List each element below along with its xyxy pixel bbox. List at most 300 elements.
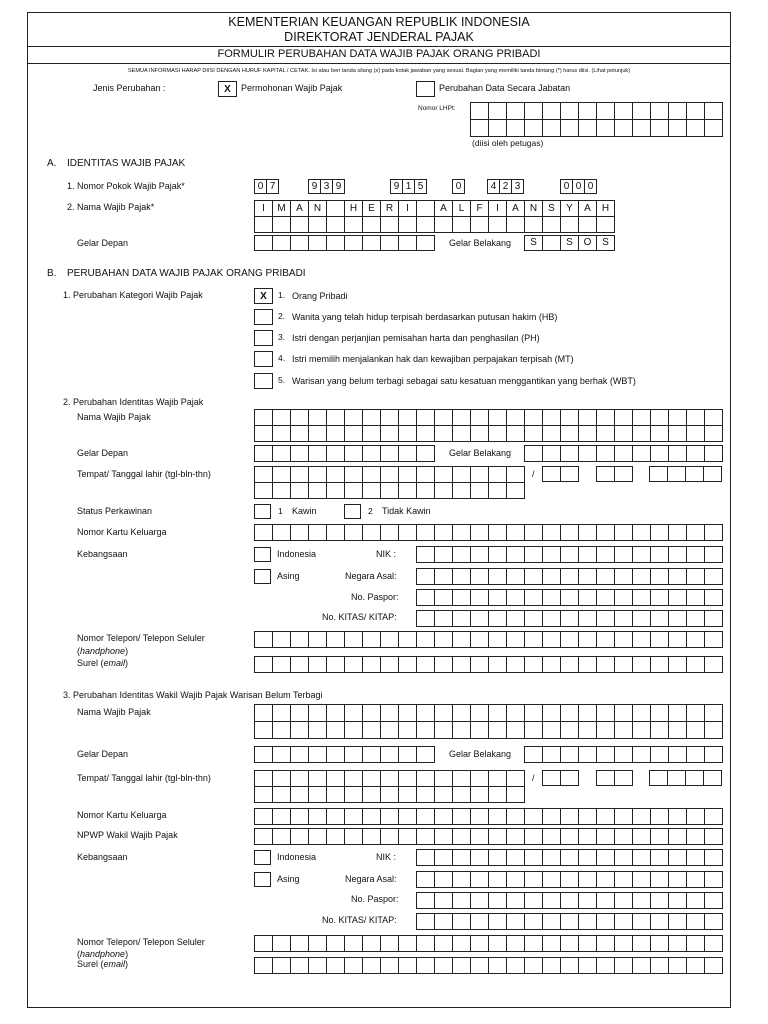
tempat-lahir-cell-b2[interactable]	[308, 466, 327, 483]
kk-cell-b3[interactable]	[524, 808, 543, 825]
tempat-lahir-cell-b3[interactable]	[344, 786, 363, 803]
nama-wp-cell[interactable]	[272, 216, 291, 233]
nama-wp-cell-b2[interactable]	[272, 425, 291, 442]
nama-wp-cell[interactable]	[488, 216, 507, 233]
kk-cell-b2[interactable]	[452, 524, 471, 541]
npwp-wakil-cell[interactable]	[488, 828, 507, 845]
nama-wp-cell-b2[interactable]	[380, 425, 399, 442]
tgl-lahir-cell-b2[interactable]	[542, 466, 561, 482]
paspor-cell-b2[interactable]	[578, 589, 597, 606]
nama-wp-cell[interactable]	[560, 216, 579, 233]
indonesia-checkbox-b3[interactable]	[254, 850, 271, 865]
telepon-cell-b3[interactable]	[524, 935, 543, 952]
telepon-cell-b2[interactable]	[380, 631, 399, 648]
gelar-belakang-cell-b2[interactable]	[542, 445, 561, 462]
nama-wp-cell[interactable]: I	[254, 200, 273, 217]
npwp-digit-cell[interactable]: 0	[254, 179, 267, 194]
kategori-checkbox-2[interactable]	[254, 309, 273, 325]
telepon-cell-b3[interactable]	[398, 935, 417, 952]
lhpt-cell[interactable]	[632, 119, 651, 137]
nama-wp-cell-b3[interactable]	[272, 704, 291, 722]
surel-cell-b3[interactable]	[614, 957, 633, 974]
nama-wp-cell-b3[interactable]	[650, 721, 669, 739]
nama-wp-cell[interactable]	[362, 216, 381, 233]
lhpt-cell[interactable]	[470, 119, 489, 137]
telepon-cell-b3[interactable]	[506, 935, 525, 952]
paspor-cell-b3[interactable]	[578, 892, 597, 909]
kitas-cell-b2[interactable]	[542, 610, 561, 627]
nama-wp-cell-b2[interactable]	[596, 425, 615, 442]
nama-wp-cell-b3[interactable]	[560, 721, 579, 739]
nama-wp-cell-b2[interactable]	[470, 409, 489, 426]
tempat-lahir-cell-b2[interactable]	[416, 482, 435, 499]
negara-cell-b2[interactable]	[470, 568, 489, 585]
gelar-depan-cell-a[interactable]	[344, 235, 363, 251]
gelar-belakang-cell-b2[interactable]	[704, 445, 723, 462]
nama-wp-cell-b3[interactable]	[632, 721, 651, 739]
npwp-wakil-cell[interactable]	[632, 828, 651, 845]
nama-wp-cell-b3[interactable]	[398, 704, 417, 722]
paspor-cell-b2[interactable]	[614, 589, 633, 606]
gelar-belakang-cell-a[interactable]: S	[560, 235, 579, 251]
npwp-digit-cell[interactable]: 1	[402, 179, 415, 194]
nik-cell-b2[interactable]	[488, 546, 507, 563]
paspor-cell-b2[interactable]	[704, 589, 723, 606]
surel-cell-b3[interactable]	[524, 957, 543, 974]
surel-cell-b2[interactable]	[596, 656, 615, 673]
lhpt-cell[interactable]	[488, 119, 507, 137]
negara-cell-b2[interactable]	[596, 568, 615, 585]
nama-wp-cell[interactable]	[398, 216, 417, 233]
telepon-cell-b2[interactable]	[308, 631, 327, 648]
kitas-cell-b3[interactable]	[668, 913, 687, 930]
surel-cell-b3[interactable]	[290, 957, 309, 974]
kitas-cell-b2[interactable]	[470, 610, 489, 627]
kitas-cell-b3[interactable]	[632, 913, 651, 930]
surel-cell-b3[interactable]	[470, 957, 489, 974]
nama-wp-cell-b3[interactable]	[326, 704, 345, 722]
nama-wp-cell-b2[interactable]	[560, 409, 579, 426]
npwp-wakil-cell[interactable]	[524, 828, 543, 845]
gelar-depan-cell-b3[interactable]	[326, 746, 345, 763]
lhpt-cell[interactable]	[650, 119, 669, 137]
kk-cell-b3[interactable]	[488, 808, 507, 825]
tempat-lahir-cell-b3[interactable]	[488, 770, 507, 787]
tempat-lahir-cell-b3[interactable]	[380, 770, 399, 787]
telepon-cell-b3[interactable]	[434, 935, 453, 952]
surel-cell-b2[interactable]	[560, 656, 579, 673]
paspor-cell-b2[interactable]	[650, 589, 669, 606]
negara-cell-b3[interactable]	[506, 871, 525, 888]
telepon-cell-b2[interactable]	[344, 631, 363, 648]
thn-lahir-cell-b3[interactable]	[649, 770, 668, 786]
nama-wp-cell-b3[interactable]	[542, 721, 561, 739]
npwp-digit-cell[interactable]: 3	[320, 179, 333, 194]
nama-wp-cell-b3[interactable]	[416, 704, 435, 722]
nama-wp-cell[interactable]: A	[578, 200, 597, 217]
paspor-cell-b2[interactable]	[686, 589, 705, 606]
kitas-cell-b2[interactable]	[416, 610, 435, 627]
npwp-wakil-cell[interactable]	[542, 828, 561, 845]
kk-cell-b2[interactable]	[398, 524, 417, 541]
nik-cell-b2[interactable]	[704, 546, 723, 563]
nama-wp-cell-b2[interactable]	[578, 425, 597, 442]
kk-cell-b2[interactable]	[596, 524, 615, 541]
nama-wp-cell-b3[interactable]	[686, 704, 705, 722]
telepon-cell-b2[interactable]	[668, 631, 687, 648]
kitas-cell-b2[interactable]	[650, 610, 669, 627]
kitas-cell-b3[interactable]	[488, 913, 507, 930]
asing-checkbox-b2[interactable]	[254, 569, 271, 584]
telepon-cell-b3[interactable]	[686, 935, 705, 952]
nama-wp-cell-b2[interactable]	[650, 409, 669, 426]
surel-cell-b2[interactable]	[542, 656, 561, 673]
tidak-kawin-checkbox[interactable]	[344, 504, 361, 519]
negara-cell-b2[interactable]	[560, 568, 579, 585]
telepon-cell-b3[interactable]	[632, 935, 651, 952]
telepon-cell-b3[interactable]	[452, 935, 471, 952]
negara-cell-b3[interactable]	[578, 871, 597, 888]
surel-cell-b2[interactable]	[398, 656, 417, 673]
negara-cell-b3[interactable]	[470, 871, 489, 888]
npwp-wakil-cell[interactable]	[254, 828, 273, 845]
nama-wp-cell[interactable]	[470, 216, 489, 233]
nama-wp-cell-b2[interactable]	[668, 409, 687, 426]
telepon-cell-b2[interactable]	[326, 631, 345, 648]
tempat-lahir-cell-b2[interactable]	[416, 466, 435, 483]
lhpt-cell[interactable]	[560, 102, 579, 120]
surel-cell-b3[interactable]	[326, 957, 345, 974]
kitas-cell-b3[interactable]	[524, 913, 543, 930]
kk-cell-b2[interactable]	[704, 524, 723, 541]
npwp-wakil-cell[interactable]	[470, 828, 489, 845]
nama-wp-cell[interactable]: F	[470, 200, 489, 217]
telepon-cell-b3[interactable]	[254, 935, 273, 952]
kk-cell-b3[interactable]	[686, 808, 705, 825]
lhpt-cell[interactable]	[524, 102, 543, 120]
npwp-digit-cell[interactable]: 9	[390, 179, 403, 194]
lhpt-cell[interactable]	[668, 102, 687, 120]
nama-wp-cell-b3[interactable]	[416, 721, 435, 739]
npwp-digit-cell[interactable]: 9	[332, 179, 345, 194]
telepon-cell-b3[interactable]	[272, 935, 291, 952]
nik-cell-b2[interactable]	[596, 546, 615, 563]
gelar-belakang-cell-b3[interactable]	[524, 746, 543, 763]
telepon-cell-b3[interactable]	[668, 935, 687, 952]
kk-cell-b3[interactable]	[596, 808, 615, 825]
npwp-wakil-cell[interactable]	[362, 828, 381, 845]
nama-wp-cell-b3[interactable]	[308, 704, 327, 722]
telepon-cell-b3[interactable]	[470, 935, 489, 952]
tempat-lahir-cell-b2[interactable]	[470, 482, 489, 499]
surel-cell-b3[interactable]	[416, 957, 435, 974]
surel-cell-b3[interactable]	[596, 957, 615, 974]
nama-wp-cell-b2[interactable]	[416, 409, 435, 426]
surel-cell-b3[interactable]	[362, 957, 381, 974]
nik-cell-b2[interactable]	[578, 546, 597, 563]
paspor-cell-b2[interactable]	[416, 589, 435, 606]
telepon-cell-b3[interactable]	[308, 935, 327, 952]
gelar-belakang-cell-a[interactable]: S	[596, 235, 615, 251]
npwp-digit-cell[interactable]: 0	[452, 179, 465, 194]
gelar-belakang-cell-b3[interactable]	[578, 746, 597, 763]
kk-cell-b3[interactable]	[542, 808, 561, 825]
gelar-depan-cell-a[interactable]	[308, 235, 327, 251]
gelar-belakang-cell-b3[interactable]	[542, 746, 561, 763]
kitas-cell-b2[interactable]	[596, 610, 615, 627]
tempat-lahir-cell-b3[interactable]	[362, 770, 381, 787]
telepon-cell-b2[interactable]	[290, 631, 309, 648]
telepon-cell-b2[interactable]	[272, 631, 291, 648]
nama-wp-cell-b2[interactable]	[488, 409, 507, 426]
nik-cell-b3[interactable]	[524, 849, 543, 866]
surel-cell-b2[interactable]	[470, 656, 489, 673]
telepon-cell-b2[interactable]	[632, 631, 651, 648]
kitas-cell-b3[interactable]	[686, 913, 705, 930]
nama-wp-cell-b2[interactable]	[326, 425, 345, 442]
kk-cell-b3[interactable]	[434, 808, 453, 825]
nama-wp-cell-b3[interactable]	[686, 721, 705, 739]
gelar-depan-cell-a[interactable]	[326, 235, 345, 251]
gelar-depan-cell-b3[interactable]	[272, 746, 291, 763]
kk-cell-b2[interactable]	[362, 524, 381, 541]
npwp-digit-cell[interactable]: 2	[499, 179, 512, 194]
paspor-cell-b3[interactable]	[488, 892, 507, 909]
nama-wp-cell[interactable]: A	[290, 200, 309, 217]
tempat-lahir-cell-b3[interactable]	[326, 786, 345, 803]
telepon-cell-b2[interactable]	[452, 631, 471, 648]
kk-cell-b3[interactable]	[326, 808, 345, 825]
nik-cell-b2[interactable]	[560, 546, 579, 563]
gelar-depan-cell-b3[interactable]	[344, 746, 363, 763]
kk-cell-b3[interactable]	[416, 808, 435, 825]
gelar-belakang-cell-b2[interactable]	[596, 445, 615, 462]
surel-cell-b2[interactable]	[578, 656, 597, 673]
nik-cell-b3[interactable]	[596, 849, 615, 866]
nama-wp-cell-b3[interactable]	[344, 704, 363, 722]
tempat-lahir-cell-b2[interactable]	[254, 482, 273, 499]
kitas-cell-b2[interactable]	[686, 610, 705, 627]
kk-cell-b3[interactable]	[254, 808, 273, 825]
npwp-wakil-cell[interactable]	[668, 828, 687, 845]
lhpt-cell[interactable]	[488, 102, 507, 120]
nama-wp-cell-b3[interactable]	[668, 721, 687, 739]
paspor-cell-b2[interactable]	[542, 589, 561, 606]
kitas-cell-b2[interactable]	[434, 610, 453, 627]
negara-cell-b3[interactable]	[542, 871, 561, 888]
nama-wp-cell-b2[interactable]	[686, 409, 705, 426]
nama-wp-cell[interactable]: H	[344, 200, 363, 217]
kk-cell-b3[interactable]	[668, 808, 687, 825]
nama-wp-cell-b3[interactable]	[254, 704, 273, 722]
indonesia-checkbox-b2[interactable]	[254, 547, 271, 562]
negara-cell-b2[interactable]	[704, 568, 723, 585]
nama-wp-cell-b2[interactable]	[650, 425, 669, 442]
paspor-cell-b2[interactable]	[434, 589, 453, 606]
nama-wp-cell[interactable]	[524, 216, 543, 233]
telepon-cell-b2[interactable]	[254, 631, 273, 648]
npwp-wakil-cell[interactable]	[452, 828, 471, 845]
nama-wp-cell[interactable]: H	[596, 200, 615, 217]
nama-wp-cell-b3[interactable]	[452, 721, 471, 739]
negara-cell-b2[interactable]	[542, 568, 561, 585]
gelar-depan-cell-a[interactable]	[416, 235, 435, 251]
kk-cell-b3[interactable]	[380, 808, 399, 825]
bln-lahir-cell-b3[interactable]	[614, 770, 633, 786]
lhpt-cell[interactable]	[650, 102, 669, 120]
npwp-digit-cell[interactable]: 0	[560, 179, 573, 194]
surel-cell-b2[interactable]	[614, 656, 633, 673]
nik-cell-b2[interactable]	[452, 546, 471, 563]
nama-wp-cell-b2[interactable]	[614, 409, 633, 426]
negara-cell-b3[interactable]	[632, 871, 651, 888]
gelar-belakang-cell-b3[interactable]	[686, 746, 705, 763]
nama-wp-cell-b3[interactable]	[506, 721, 525, 739]
nama-wp-cell-b2[interactable]	[344, 425, 363, 442]
kk-cell-b3[interactable]	[362, 808, 381, 825]
tempat-lahir-cell-b3[interactable]	[290, 770, 309, 787]
npwp-digit-cell[interactable]: 0	[584, 179, 597, 194]
tempat-lahir-cell-b2[interactable]	[488, 482, 507, 499]
nama-wp-cell[interactable]: N	[308, 200, 327, 217]
nama-wp-cell-b3[interactable]	[308, 721, 327, 739]
negara-cell-b3[interactable]	[704, 871, 723, 888]
kk-cell-b2[interactable]	[344, 524, 363, 541]
lhpt-cell[interactable]	[614, 102, 633, 120]
telepon-cell-b3[interactable]	[614, 935, 633, 952]
nama-wp-cell-b2[interactable]	[398, 425, 417, 442]
paspor-cell-b3[interactable]	[524, 892, 543, 909]
paspor-cell-b3[interactable]	[434, 892, 453, 909]
surel-cell-b3[interactable]	[272, 957, 291, 974]
kawin-checkbox[interactable]	[254, 504, 271, 519]
nama-wp-cell-b2[interactable]	[308, 409, 327, 426]
npwp-digit-cell[interactable]: 3	[511, 179, 524, 194]
gelar-depan-cell-a[interactable]	[362, 235, 381, 251]
tempat-lahir-cell-b2[interactable]	[470, 466, 489, 483]
surel-cell-b2[interactable]	[686, 656, 705, 673]
nama-wp-cell[interactable]	[578, 216, 597, 233]
thn-lahir-cell-b3[interactable]	[685, 770, 704, 786]
tempat-lahir-cell-b2[interactable]	[380, 466, 399, 483]
kitas-cell-b3[interactable]	[578, 913, 597, 930]
telepon-cell-b3[interactable]	[542, 935, 561, 952]
negara-cell-b3[interactable]	[452, 871, 471, 888]
nama-wp-cell-b3[interactable]	[614, 704, 633, 722]
nama-wp-cell-b3[interactable]	[614, 721, 633, 739]
telepon-cell-b3[interactable]	[650, 935, 669, 952]
nama-wp-cell-b2[interactable]	[632, 425, 651, 442]
kk-cell-b3[interactable]	[344, 808, 363, 825]
telepon-cell-b2[interactable]	[416, 631, 435, 648]
nik-cell-b2[interactable]	[506, 546, 525, 563]
kk-cell-b3[interactable]	[470, 808, 489, 825]
nama-wp-cell[interactable]: A	[506, 200, 525, 217]
paspor-cell-b2[interactable]	[668, 589, 687, 606]
tgl-lahir-cell-b3[interactable]	[560, 770, 579, 786]
negara-cell-b2[interactable]	[650, 568, 669, 585]
kk-cell-b2[interactable]	[668, 524, 687, 541]
tempat-lahir-cell-b2[interactable]	[506, 466, 525, 483]
nama-wp-cell-b3[interactable]	[380, 704, 399, 722]
nama-wp-cell[interactable]	[596, 216, 615, 233]
nama-wp-cell[interactable]: M	[272, 200, 291, 217]
paspor-cell-b3[interactable]	[668, 892, 687, 909]
gelar-depan-cell-b2[interactable]	[326, 445, 345, 462]
paspor-cell-b2[interactable]	[452, 589, 471, 606]
kk-cell-b2[interactable]	[470, 524, 489, 541]
gelar-depan-cell-b2[interactable]	[272, 445, 291, 462]
kk-cell-b2[interactable]	[650, 524, 669, 541]
telepon-cell-b2[interactable]	[686, 631, 705, 648]
tempat-lahir-cell-b3[interactable]	[452, 786, 471, 803]
nama-wp-cell[interactable]	[326, 200, 345, 217]
nama-wp-cell-b2[interactable]	[596, 409, 615, 426]
kk-cell-b3[interactable]	[560, 808, 579, 825]
nama-wp-cell-b3[interactable]	[704, 721, 723, 739]
gelar-belakang-cell-a[interactable]: O	[578, 235, 597, 251]
npwp-wakil-cell[interactable]	[704, 828, 723, 845]
tempat-lahir-cell-b2[interactable]	[398, 482, 417, 499]
lhpt-cell[interactable]	[668, 119, 687, 137]
nama-wp-cell[interactable]	[416, 216, 435, 233]
npwp-wakil-cell[interactable]	[596, 828, 615, 845]
lhpt-cell[interactable]	[506, 119, 525, 137]
kk-cell-b3[interactable]	[452, 808, 471, 825]
tempat-lahir-cell-b2[interactable]	[452, 482, 471, 499]
tempat-lahir-cell-b3[interactable]	[254, 770, 273, 787]
nik-cell-b3[interactable]	[560, 849, 579, 866]
surel-cell-b2[interactable]	[488, 656, 507, 673]
kategori-checkbox-4[interactable]	[254, 351, 273, 367]
nama-wp-cell[interactable]: L	[452, 200, 471, 217]
surel-cell-b3[interactable]	[452, 957, 471, 974]
surel-cell-b2[interactable]	[254, 656, 273, 673]
nama-wp-cell-b2[interactable]	[362, 409, 381, 426]
nama-wp-cell[interactable]	[290, 216, 309, 233]
paspor-cell-b3[interactable]	[452, 892, 471, 909]
nik-cell-b3[interactable]	[614, 849, 633, 866]
kk-cell-b2[interactable]	[326, 524, 345, 541]
permohonan-checkbox[interactable]: X	[218, 81, 237, 97]
negara-cell-b2[interactable]	[452, 568, 471, 585]
gelar-depan-cell-a[interactable]	[254, 235, 273, 251]
npwp-digit-cell[interactable]: 5	[414, 179, 427, 194]
paspor-cell-b3[interactable]	[704, 892, 723, 909]
negara-cell-b2[interactable]	[578, 568, 597, 585]
nama-wp-cell[interactable]	[344, 216, 363, 233]
tempat-lahir-cell-b2[interactable]	[344, 466, 363, 483]
tempat-lahir-cell-b2[interactable]	[434, 482, 453, 499]
npwp-wakil-cell[interactable]	[614, 828, 633, 845]
nama-wp-cell-b3[interactable]	[524, 721, 543, 739]
kk-cell-b2[interactable]	[380, 524, 399, 541]
kk-cell-b2[interactable]	[524, 524, 543, 541]
negara-cell-b3[interactable]	[524, 871, 543, 888]
kitas-cell-b2[interactable]	[488, 610, 507, 627]
nik-cell-b3[interactable]	[416, 849, 435, 866]
paspor-cell-b3[interactable]	[542, 892, 561, 909]
telepon-cell-b2[interactable]	[488, 631, 507, 648]
telepon-cell-b2[interactable]	[578, 631, 597, 648]
kk-cell-b3[interactable]	[308, 808, 327, 825]
kitas-cell-b2[interactable]	[578, 610, 597, 627]
nama-wp-cell-b3[interactable]	[470, 704, 489, 722]
gelar-belakang-cell-b3[interactable]	[596, 746, 615, 763]
lhpt-cell[interactable]	[704, 102, 723, 120]
gelar-depan-cell-b2[interactable]	[416, 445, 435, 462]
kk-cell-b2[interactable]	[578, 524, 597, 541]
